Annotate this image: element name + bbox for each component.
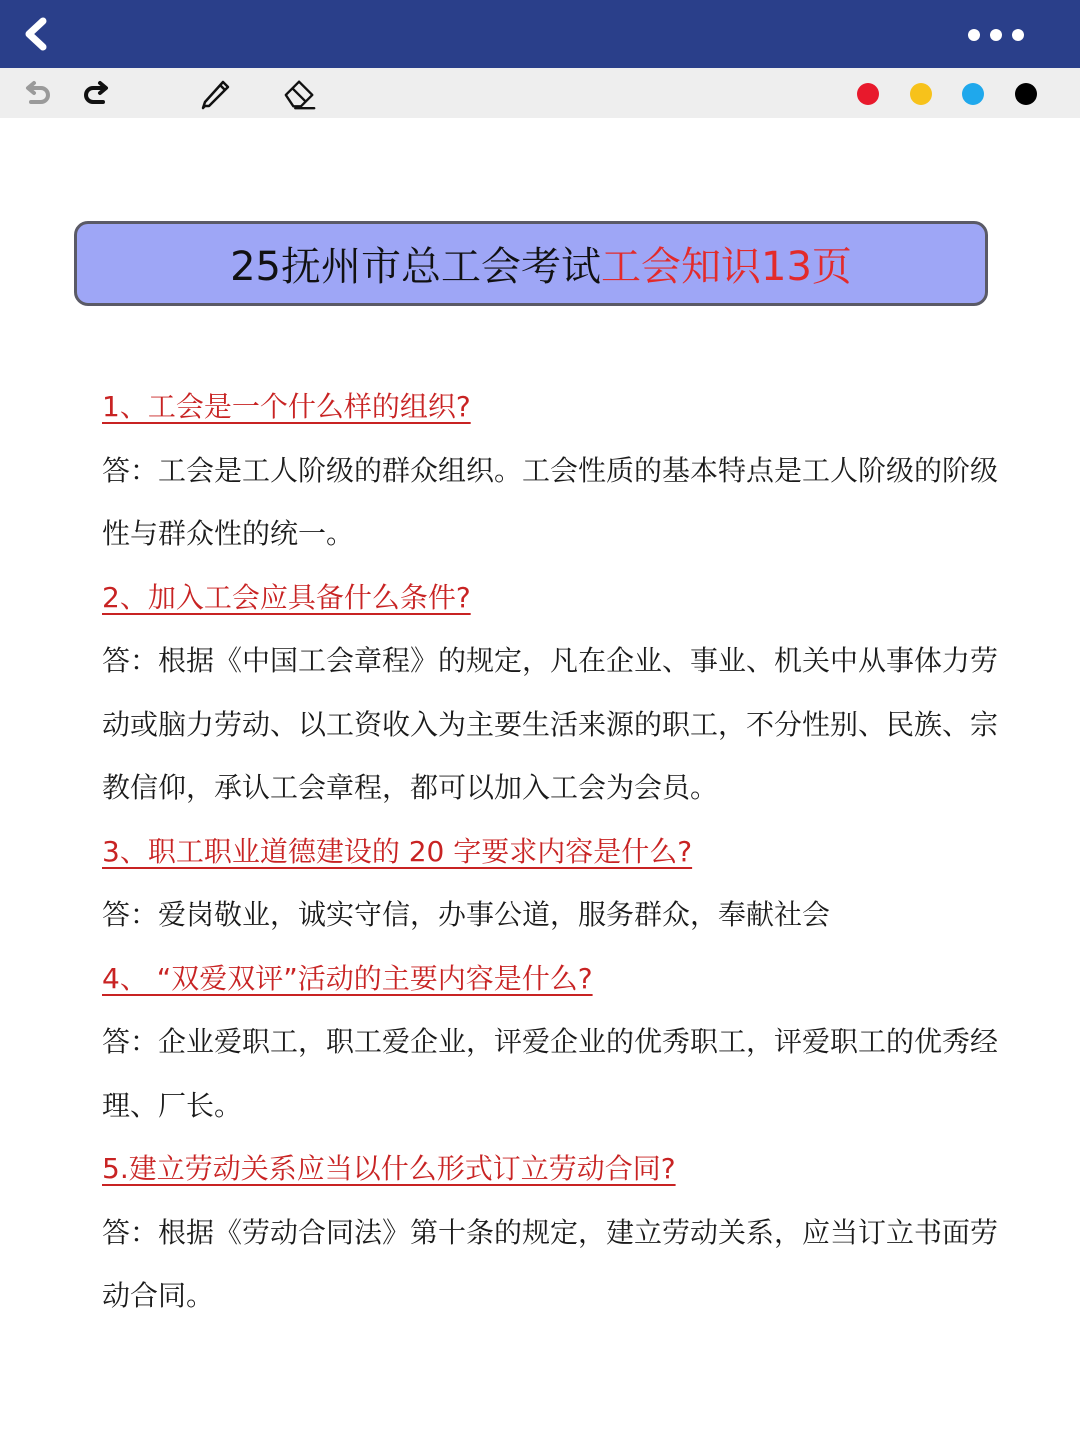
page-title — [74, 221, 988, 306]
color-swatch-blue[interactable] — [962, 83, 984, 105]
qa-item — [102, 947, 1002, 1138]
answer-text: 答：根据《中国工会章程》的规定，凡在企业、事业、机关中从事体力劳动或脑力劳动、以工资收入为主要生活来源的职工，不分性别、民族、宗教信仰，承认工会章程，都可以加入工会为会员。 — [102, 644, 999, 804]
qa-list — [102, 375, 1002, 1328]
title-highlight: 工会知识13页 — [601, 244, 852, 290]
back-button[interactable] — [16, 14, 56, 54]
app-header — [0, 0, 1080, 68]
qa-item — [102, 820, 1002, 947]
title-prefix: 25抚州市总工会考试 — [230, 244, 601, 290]
redo-icon — [81, 80, 111, 108]
chevron-left-icon — [21, 17, 51, 51]
more-dots-icon — [990, 29, 1002, 41]
color-swatch-red[interactable] — [857, 83, 879, 105]
eraser-button[interactable] — [282, 76, 318, 112]
undo-icon — [23, 80, 53, 108]
answer-text: 答：根据《劳动合同法》第十条的规定，建立劳动关系，应当订立书面劳动合同。 — [102, 1215, 999, 1312]
question-text: 3、职工职业道德建设的 20 字要求内容是什么? — [102, 834, 693, 868]
qa-item — [102, 1137, 1002, 1328]
qa-item — [102, 566, 1002, 820]
question-text: 4、 “双爱双评”活动的主要内容是什么? — [102, 961, 593, 995]
qa-item — [102, 375, 1002, 566]
question-text: 1、工会是一个什么样的组织? — [102, 390, 471, 423]
answer-text: 答：工会是工人阶级的群众组织。工会性质的基本特点是工人阶级的阶级性与群众性的统一。 — [102, 453, 999, 550]
more-dots-icon — [968, 29, 980, 41]
eraser-icon — [282, 76, 318, 112]
answer-text: 答：企业爱职工，职工爱企业，评爱企业的优秀职工，评爱职工的优秀经理、厂长。 — [102, 1025, 999, 1122]
more-dots-icon — [1012, 29, 1024, 41]
color-swatch-yellow[interactable] — [910, 83, 932, 105]
answer-text: 答：爱岗敬业，诚实守信，办事公道，服务群众，奉献社会 — [102, 898, 831, 931]
pencil-icon — [197, 76, 233, 112]
pencil-button[interactable] — [197, 76, 233, 112]
color-swatch-black[interactable] — [1015, 83, 1037, 105]
more-button[interactable] — [944, 22, 1024, 48]
question-text: 2、加入工会应具备什么条件? — [102, 580, 471, 614]
redo-button[interactable] — [78, 76, 114, 112]
question-text: 5.建立劳动关系应当以什么形式订立劳动合同? — [102, 1152, 676, 1185]
undo-button[interactable] — [20, 76, 56, 112]
